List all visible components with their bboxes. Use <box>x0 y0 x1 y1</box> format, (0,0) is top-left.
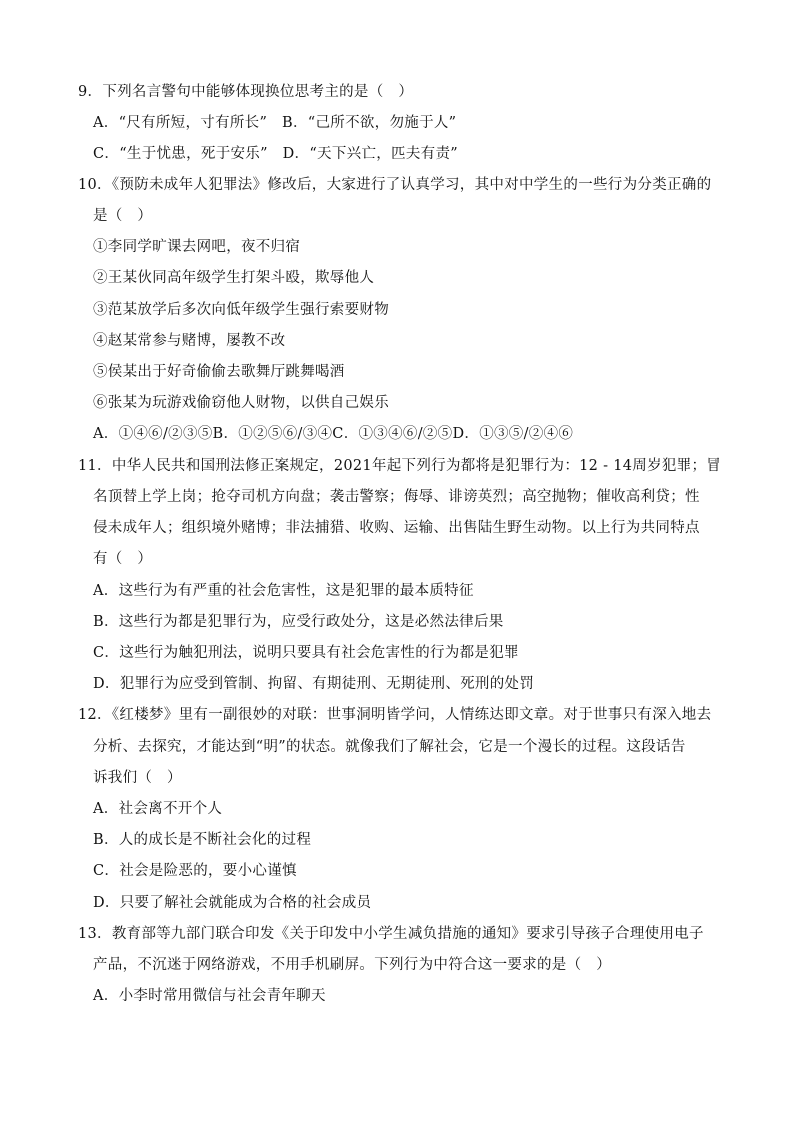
q12-option-c: C．社会是险恶的，要小心谨慎 <box>93 863 297 879</box>
q9-stem: 9．下列名言警句中能够体现换位思考主的是（ ） <box>78 84 414 100</box>
q13-stem-line1: 13．教育部等九部门联合印发《关于印发中小学生减负措施的通知》要求引导孩子合理使用电子 <box>78 926 704 942</box>
q10-item-5: ⑤侯某出于好奇偷偷去歌舞厅跳舞喝酒 <box>93 364 345 380</box>
q9-options-cd: C．“生于忧患，死于安乐” D．“天下兴亡，匹夫有责” <box>93 146 458 162</box>
q13-option-a: A．小李时常用微信与社会青年聊天 <box>93 988 326 1004</box>
q10-item-1: ①李同学旷课去网吧，夜不归宿 <box>93 239 301 255</box>
q12-stem-line3: 诉我们（ ） <box>93 770 182 786</box>
q9-options-ab: A．“尺有所短，寸有所长” B．“己所不欲，勿施于人” <box>93 115 457 131</box>
q11-stem-line3: 侵未成年人；组织境外赌博；非法捕猎、收购、运输、出售陆生野生动物。以上行为共同特点 <box>93 520 700 536</box>
q11-stem-line1: 11．中华人民共和国刑法修正案规定，2021年起下列行为都将是犯罪行为：12 - 14周岁犯罪；冒 <box>78 458 722 474</box>
q10-item-2: ②王某伙同高年级学生打架斗殴，欺辱他人 <box>93 270 375 286</box>
q13-stem-line2: 产品，不沉迷于网络游戏，不用手机刷屏。下列行为中符合这一要求的是（ ） <box>93 957 611 973</box>
q12-stem-line1: 12．《红楼梦》里有一副很妙的对联：世事洞明皆学问，人情练达即文章。对于世事只有深入地去 <box>78 707 712 723</box>
q12-option-a: A．社会离不开个人 <box>93 801 223 817</box>
q11-option-b: B．这些行为都是犯罪行为，应受行政处分，这是必然法律后果 <box>93 614 504 630</box>
q10-item-3: ③范某放学后多次向低年级学生强行索要财物 <box>93 302 389 318</box>
q11-stem-line4: 有（ ） <box>93 551 153 567</box>
q11-option-d: D．犯罪行为应受到管制、拘留、有期徒刑、无期徒刑、死刑的处罚 <box>93 676 535 692</box>
q10-item-6: ⑥张某为玩游戏偷窃他人财物，以供自己娱乐 <box>93 395 389 411</box>
q11-stem-line2: 名顶替上学上岗；抢夺司机方向盘；袭击警察；侮辱、诽谤英烈；高空抛物；催收高利贷；性 <box>93 489 700 505</box>
q11-option-c: C．这些行为触犯刑法，说明只要具有社会危害性的行为都是犯罪 <box>93 645 519 661</box>
q10-stem-line2: 是（ ） <box>93 208 153 224</box>
q12-option-b: B．人的成长是不断社会化的过程 <box>93 832 312 848</box>
q12-option-d: D．只要了解社会就能成为合格的社会成员 <box>93 895 372 911</box>
q12-stem-line2: 分析、去探究，才能达到“明”的状态。就像我们了解社会，它是一个漫长的过程。这段话告 <box>93 739 686 755</box>
q10-stem-line1: 10．《预防未成年人犯罪法》修改后，大家进行了认真学习，其中对中学生的一些行为分类正确的 <box>78 177 712 193</box>
q11-option-a: A．这些行为有严重的社会危害性，这是犯罪的最本质特征 <box>93 583 474 599</box>
q10-item-4: ④赵某常参与赌博，屡教不改 <box>93 333 286 349</box>
q10-options: A．①④⑥/②③⑤B．①②⑤⑥/③④C．①③④⑥/②⑤D．①③⑤/②④⑥ <box>93 426 574 442</box>
